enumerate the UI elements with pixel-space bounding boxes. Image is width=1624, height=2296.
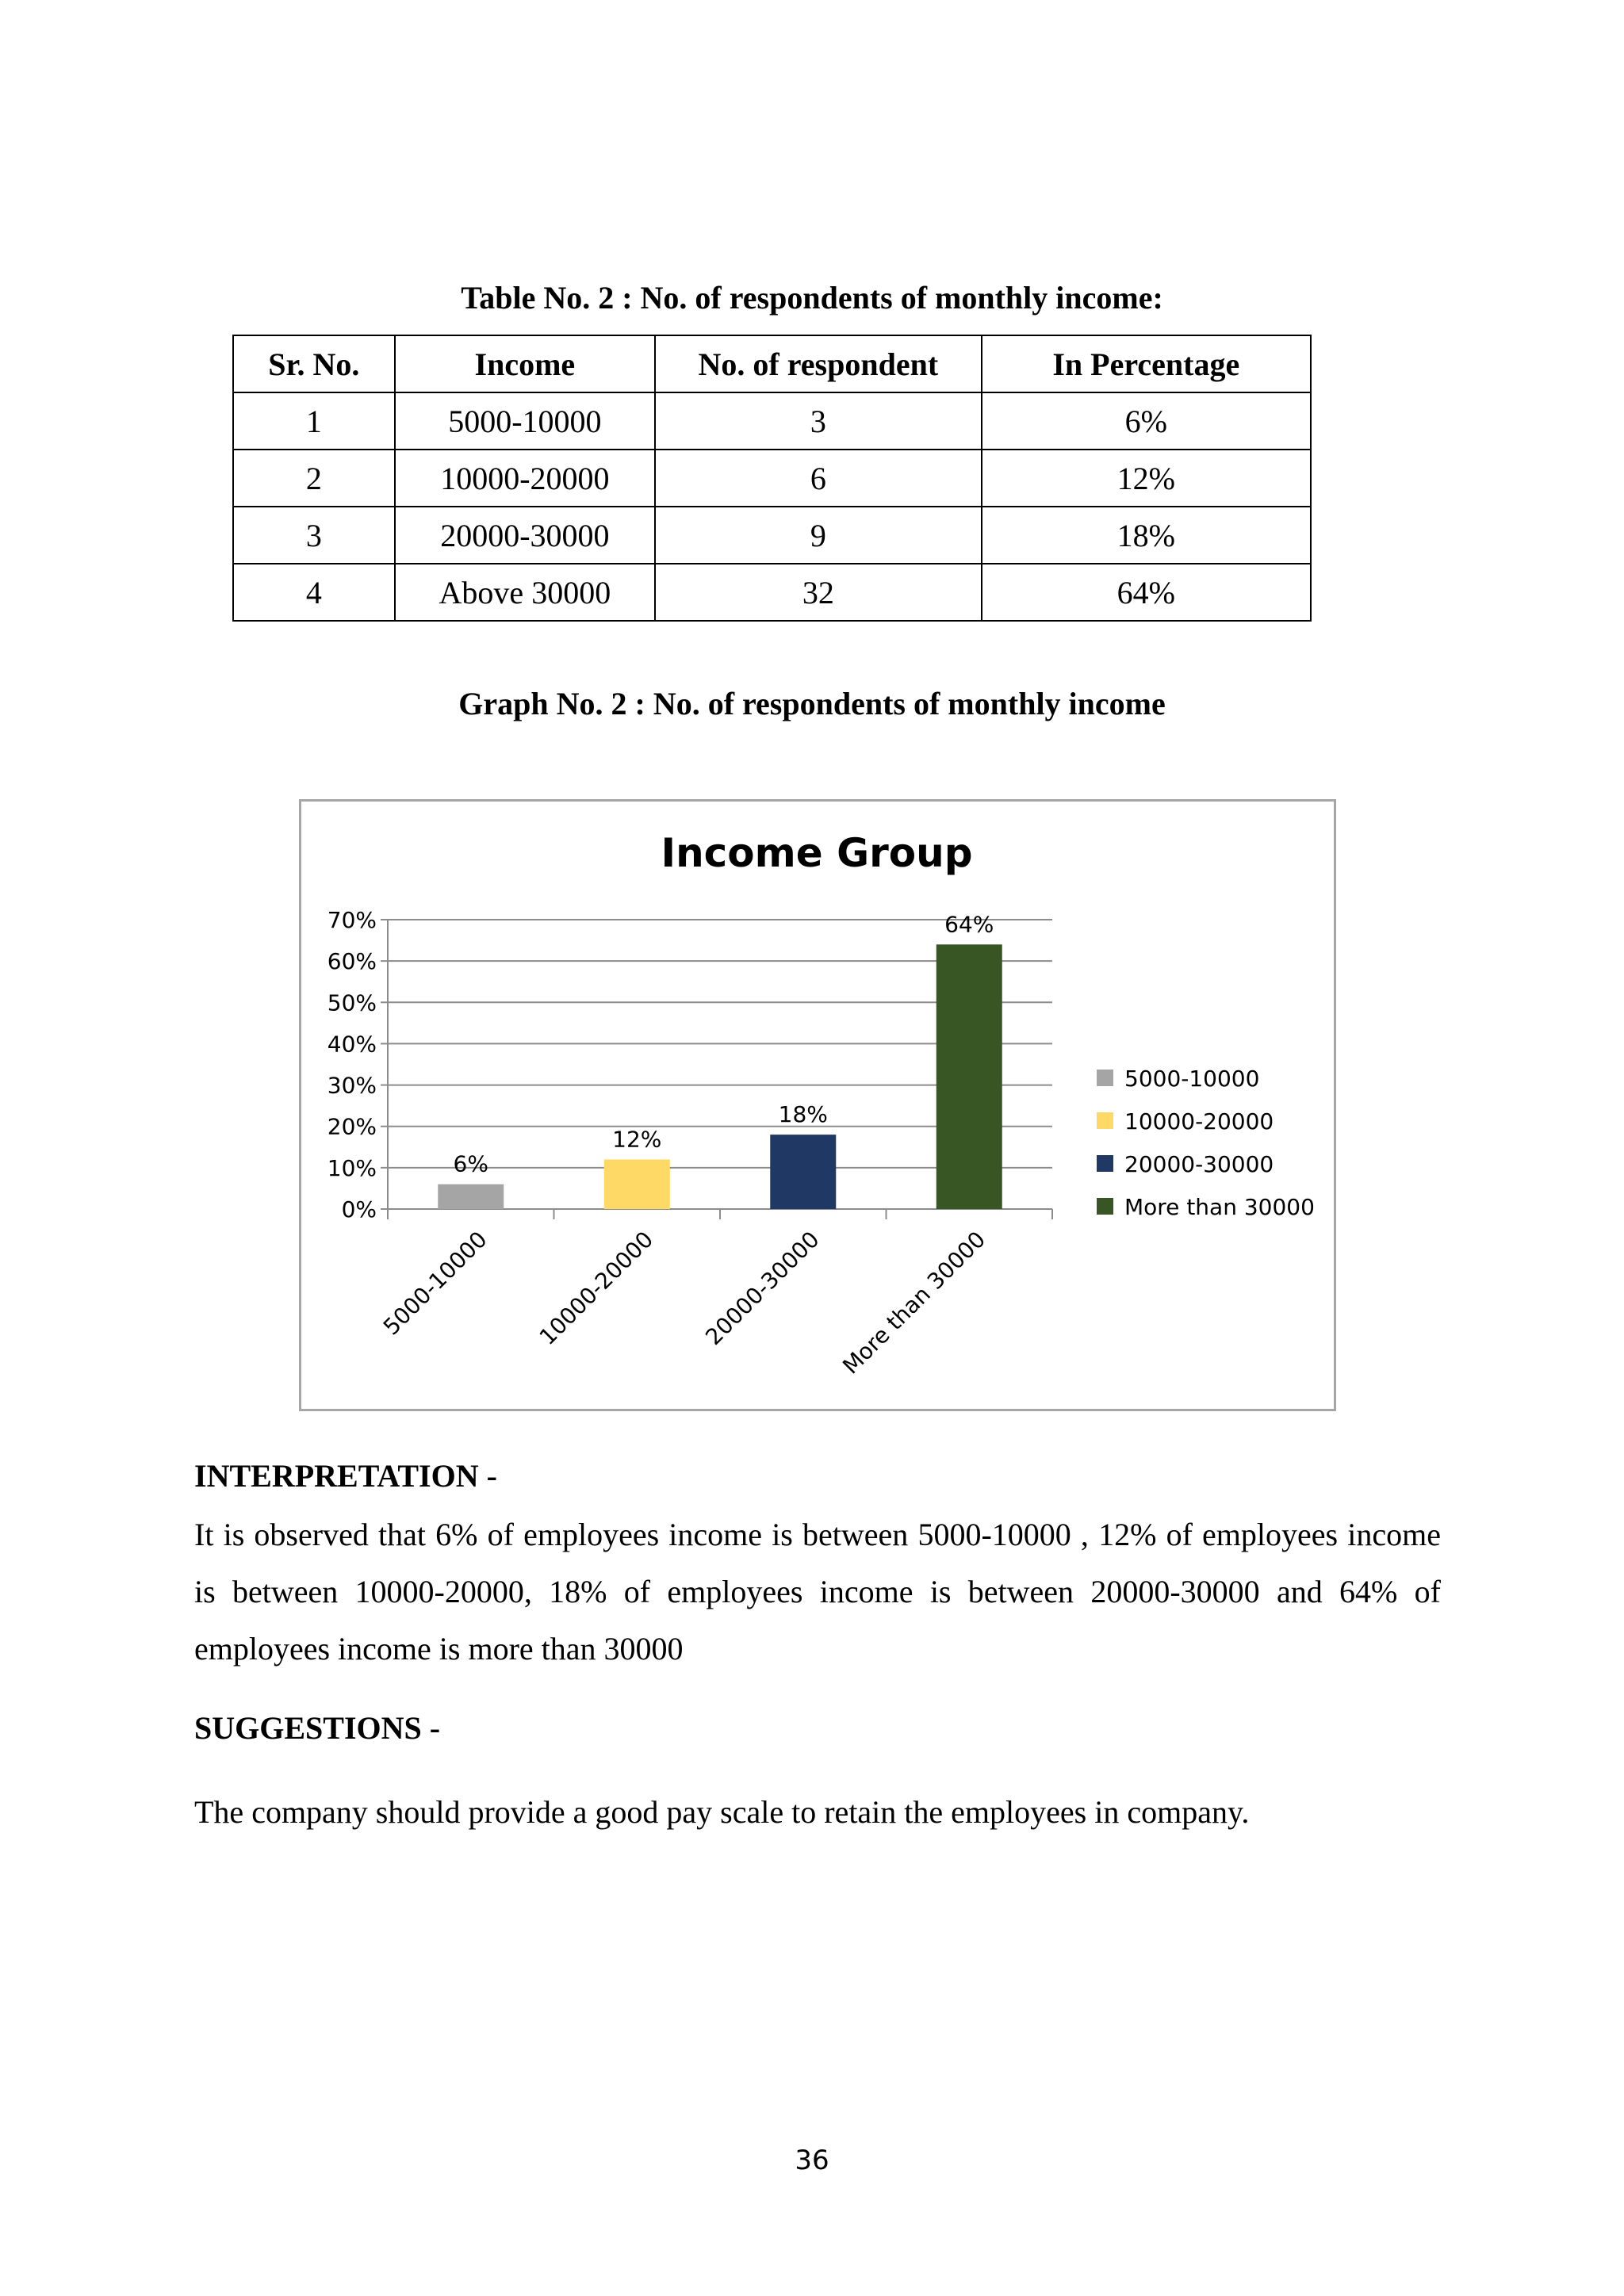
legend-label: More than 30000 <box>1124 1194 1315 1220</box>
chart-legend <box>1097 1066 1315 1220</box>
table-row <box>233 507 1311 564</box>
suggestions-heading: SUGGESTIONS - <box>194 1710 441 1746</box>
cell-income: 10000-20000 <box>395 450 655 507</box>
legend-label: 10000-20000 <box>1124 1108 1274 1135</box>
cell-respondents: 32 <box>655 564 981 621</box>
legend-swatch <box>1097 1112 1113 1129</box>
suggestions-text: The company should provide a good pay scale to retain the employees in company. <box>194 1794 1250 1830</box>
chart-bars <box>438 911 1002 1209</box>
income-table <box>232 335 1312 622</box>
y-tick-label: 20% <box>327 1113 377 1140</box>
legend-swatch <box>1097 1070 1113 1086</box>
legend-label: 5000-10000 <box>1124 1066 1260 1092</box>
data-label: 64% <box>944 911 994 938</box>
y-tick-label: 50% <box>327 989 377 1016</box>
cell-income: 20000-30000 <box>395 507 655 564</box>
page-number: 36 <box>795 2145 829 2176</box>
bar <box>604 1159 670 1209</box>
cell-sr-no: 4 <box>233 564 395 621</box>
y-tick-label: 70% <box>327 907 377 933</box>
cell-sr-no: 1 <box>233 392 395 450</box>
table-row <box>233 450 1311 507</box>
legend-swatch <box>1097 1155 1113 1172</box>
interpretation-text: It is observed that 6% of employees income is between 5000-10000 , 12% of employees income is between 10000-20000, 18% of employees income is between 20000-30000 and 64% of employees income is more than 30000 <box>194 1517 1441 1667</box>
y-tick-label: 60% <box>327 948 377 975</box>
y-tick-label: 40% <box>327 1031 377 1058</box>
legend-swatch <box>1097 1198 1113 1215</box>
cell-sr-no: 3 <box>233 507 395 564</box>
cell-sr-no: 2 <box>233 450 395 507</box>
x-tick-label: 10000-20000 <box>534 1226 659 1351</box>
bar <box>770 1135 836 1209</box>
cell-respondents: 9 <box>655 507 981 564</box>
cell-income: Above 30000 <box>395 564 655 621</box>
header-income: Income <box>395 335 655 392</box>
income-chart <box>299 799 1336 1411</box>
cell-income: 5000-10000 <box>395 392 655 450</box>
header-percentage: In Percentage <box>982 335 1311 392</box>
data-label: 6% <box>453 1150 488 1177</box>
y-tick-label: 10% <box>327 1154 377 1181</box>
table-row <box>233 392 1311 450</box>
chart-canvas <box>301 802 1334 1409</box>
chart-title: Income Group <box>661 830 973 876</box>
interpretation-heading: INTERPRETATION - <box>194 1458 497 1494</box>
y-tick-label: 0% <box>341 1196 377 1223</box>
x-tick-label: More than 30000 <box>837 1226 991 1380</box>
cell-percentage: 64% <box>982 564 1311 621</box>
x-tick-label: 5000-10000 <box>377 1226 492 1341</box>
header-respondents: No. of respondent <box>655 335 981 392</box>
y-tick-label: 30% <box>327 1072 377 1099</box>
cell-respondents: 6 <box>655 450 981 507</box>
graph-title: Graph No. 2 : No. of respondents of monthly income <box>458 686 1166 721</box>
x-tick-label: 20000-30000 <box>700 1226 825 1351</box>
header-sr-no: Sr. No. <box>233 335 395 392</box>
cell-percentage: 18% <box>982 507 1311 564</box>
data-label: 12% <box>612 1126 662 1153</box>
cell-percentage: 12% <box>982 450 1311 507</box>
table-header-row <box>233 335 1311 392</box>
bar <box>438 1184 504 1209</box>
cell-respondents: 3 <box>655 392 981 450</box>
bar <box>936 944 1002 1209</box>
table-title: Table No. 2 : No. of respondents of monthly income: <box>461 280 1163 316</box>
data-label: 18% <box>778 1101 828 1128</box>
table-row <box>233 564 1311 621</box>
legend-label: 20000-30000 <box>1124 1151 1274 1177</box>
cell-percentage: 6% <box>982 392 1311 450</box>
